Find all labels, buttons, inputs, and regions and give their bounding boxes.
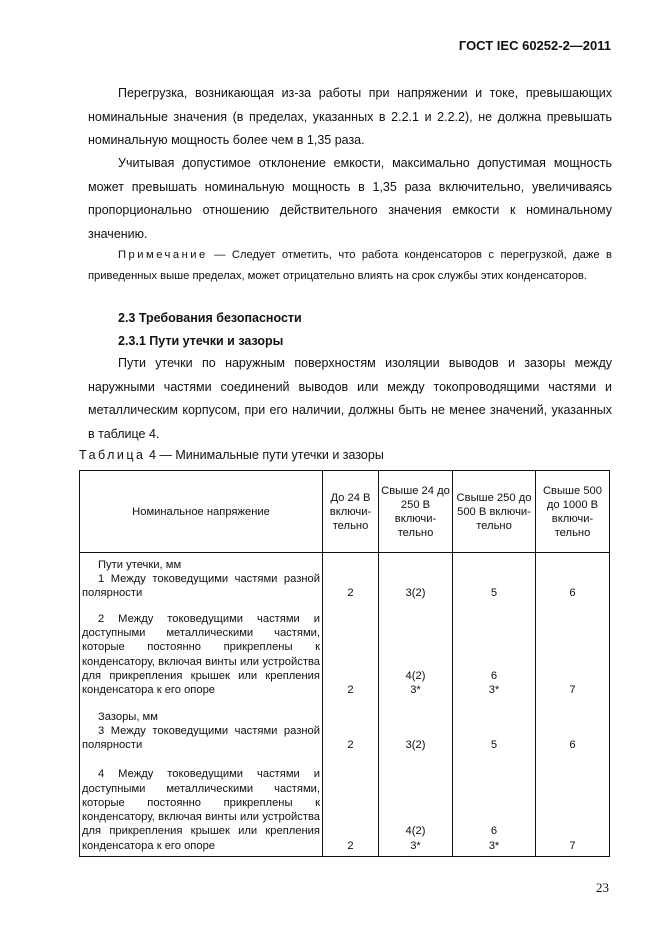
table-row [80, 757, 610, 857]
table-row [80, 605, 610, 701]
section-heading-2-3: 2.3 Требования безопасности [118, 311, 302, 325]
header-rated-voltage: Номинальное напряжение [80, 471, 323, 553]
note [88, 245, 612, 286]
cell-value: 3* [488, 839, 500, 852]
cell-value: 6 [536, 553, 610, 605]
section-heading-2-3-1: 2.3.1 Пути утечки и зазоры [118, 334, 284, 348]
group-label-creepage: Пути утечки, мм [98, 558, 182, 571]
table-caption-label: Таблица [79, 448, 146, 462]
header-500-1000v: Свыше 500 до 1000 В включи-тельно [536, 471, 610, 553]
cell-value: 2 [323, 553, 379, 605]
document-header: ГОСТ IEC 60252-2—2011 [458, 38, 611, 53]
paragraph-overload: Перегрузка, возникающая из-за работы при напряжении и токе, превышающих номинальные значения (в пределах, указанных в 2.2.1 и 2.2.2), не должна превышать номинальную мощность более чем в 1,35 раза. [88, 86, 612, 147]
note-text: — Следует отметить, что работа конденсаторов с перегрузкой, даже в приведенных выше пределах, может отрицательно влиять на срок службы этих конденсаторов. [88, 249, 612, 282]
cell-value: 4(2) [405, 669, 426, 682]
cell-value: 6 [490, 669, 498, 682]
cell-value: 4(2) [405, 825, 426, 838]
cell-value: 3* [410, 684, 421, 697]
row-description: 1 Между токоведущими частями разной полярности [82, 572, 320, 600]
cell-value: 2 [323, 605, 379, 701]
header-24-250v: Свыше 24 до 250 В включи-тельно [379, 471, 453, 553]
table-creepage-clearance [79, 470, 610, 857]
header-up-to-24v: До 24 В включи-тельно [323, 471, 379, 553]
group-label-clearance: Зазоры, мм [98, 710, 158, 723]
paragraph-capacitance: Учитывая допустимое отклонение емкости, максимально допустимая мощность может превышать номинальную мощность в 1,35 раза включительно, увеличиваясь пропорционально отношению действительного значения емкости к номинальному значению. [88, 156, 612, 241]
cell-value: 2 [323, 701, 379, 757]
cell-value: 7 [536, 605, 610, 701]
header-250-500v: Свыше 250 до 500 В включи-тельно [453, 471, 536, 553]
cell-value: 5 [453, 553, 536, 605]
cell-value: 5 [453, 701, 536, 757]
table-row [80, 553, 610, 605]
row-description: 4 Между токоведущими частями и доступными металлическими частями, которые постоянно прикреплены к конденсатору, включая винты или устройства для прикрепления крышек или крепления конденсатора к его опоре [82, 768, 320, 852]
table-caption-text: 4 — Минимальные пути утечки и зазоры [145, 448, 384, 462]
cell-value: 7 [536, 757, 610, 857]
note-label: Примечание [118, 249, 208, 261]
paragraph-creepage: Пути утечки по наружным поверхностям изоляции выводов и зазоры между наружными частями соединений выводов или между токопроводящими частями и металлическим корпусом, при его наличии, должны быть не менее значений, указанных в таблице 4. [88, 356, 612, 441]
table-caption [79, 448, 384, 462]
cell-value: 6 [536, 701, 610, 757]
row-description: 3 Между токоведущими частями разной полярности [82, 724, 320, 752]
page-number: 23 [596, 880, 609, 895]
cell-value: 2 [323, 757, 379, 857]
cell-value: 3* [488, 684, 500, 697]
table-row [80, 701, 610, 757]
cell-value: 6 [490, 825, 498, 838]
cell-value: 3(2) [379, 701, 453, 757]
cell-value: 3(2) [379, 553, 453, 605]
row-description: 2 Между токоведущими частями и доступными металлическими частями, которые постоянно прикреплены к конденсатору, включая винты или устройства для прикрепления крышек или крепления конденсатора к его опоре [82, 612, 320, 697]
cell-value: 3* [410, 839, 421, 852]
